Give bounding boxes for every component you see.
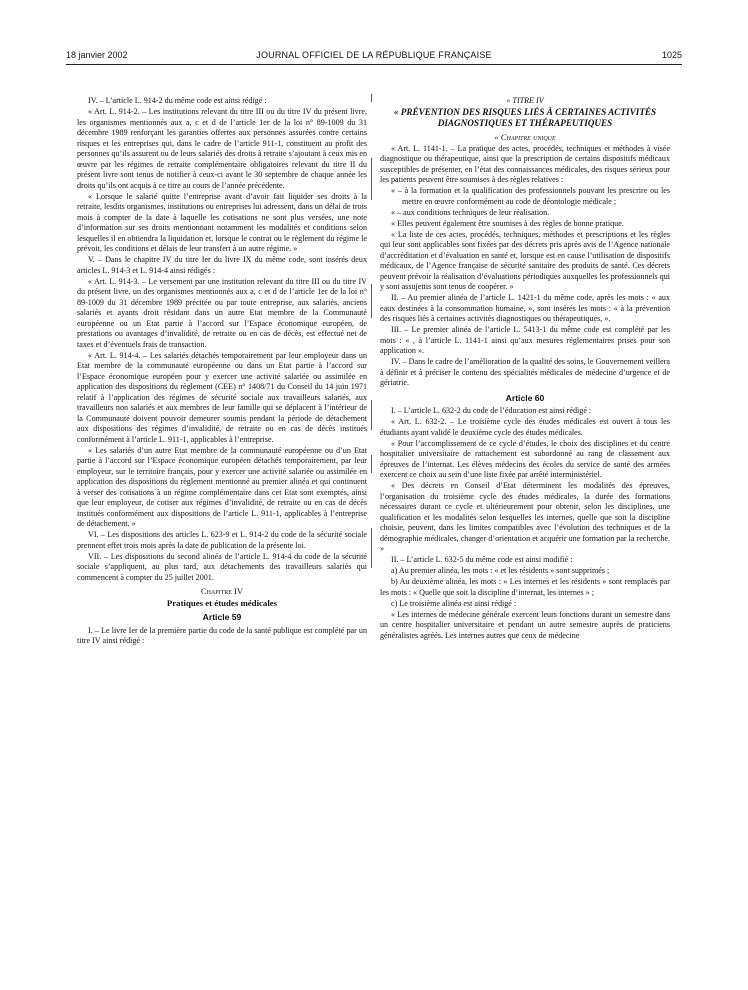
paragraph: II. – Au premier alinéa de l’article L. 1421-1 du même code, après les mots : « aux eaux destinées à la consommation humaine, », sont insérés les mots : « à la prévention des risques liés à certaines activités diagnostiques ou thérapeutiques, ». xyxy=(380,293,670,323)
paragraph: I. – Le livre Ier de la première partie du code de la santé publique est complété par un titre IV ainsi rédigé : xyxy=(77,625,367,645)
paragraph: VI. – Les dispositions des articles L. 623-9 et L. 914-2 du code de la sécurité sociale prennent effet trois mois après la date de publication de la présente loi. xyxy=(77,530,367,550)
list-item: « – à la formation et la qualification des professionnels pouvant les prescrire ou les mettre en œuvre conformément au code de déontologie médicale ; xyxy=(391,186,670,206)
margin-bar xyxy=(371,455,372,473)
paragraph: « Art. L. 914-3. – Le versement par une institution relevant du titre III ou du titre IV du présent livre, un des organismes mentionnés aux a, c et d de l’article 1er de la loi n° 89-1009 du 31 décembre 1989 précitée ou par toute entreprise, aux salariés, anciens salariés et ayants droit résidant dans un autre Etat membre de la Communauté européenne ou un Etat partie à l’accord sur l’Espace économique européen, de prestations ou avantages d’invalidité, de retraite ou en cas de décès, est effectué net de taxes et d’éventuels frais de transaction. xyxy=(77,276,367,349)
paragraph: « Art. L. 914-4. – Les salariés détachés temporairement par leur employeur dans un Etat membre de la communauté européenne ou dans un Etat partie à l’accord sur l’Espace économique européen pour y exercer une activité salariée ou assimilée en application des dispositions du règlement (CEE) n° 1408/71 du Conseil du 14 juin 1971 relatif à l’application des régimes de sécurité sociale aux travailleurs salariés, aux travailleurs non salariés et aux membres de leur famille qui se déplacent à l’intérieur de la Communauté doivent pouvoir demeurer soumis pendant la période de détachement aux dispositions des régimes d’invalidité, de retraite ou en cas de décès institués conformément à l’article L. 911-1, applicables à l’entreprise. xyxy=(77,350,367,444)
margin-bar xyxy=(371,94,372,102)
margin-bar xyxy=(371,158,372,200)
article-heading: Article 60 xyxy=(505,392,545,403)
header-date: 18 janvier 2002 xyxy=(66,50,128,60)
paragraph: « Art. L. 632-2. – Le troisième cycle des études médicales est ouvert à tous les étudiants ayant validé le deuxième cycle des études médicales. xyxy=(380,417,670,437)
chapter-title: Pratiques et études médicales xyxy=(166,597,278,608)
header-rule xyxy=(66,64,682,65)
header-journal-title: JOURNAL OFFICIEL DE LA RÉPUBLIQUE FRANÇAISE xyxy=(256,50,492,60)
header-page-number: 1025 xyxy=(661,50,682,60)
page-header xyxy=(66,47,682,63)
paragraph: « Les internes de médecine générale exercent leurs fonctions durant un semestre dans un centre hospitalier universitaire et pendant un autre semestre auprès de praticiens généralistes agréés. Les internes autres que ceux de médecine xyxy=(380,609,670,640)
paragraph: « Art. L. 1141-1. – La pratique des actes, procédés, techniques et méthodes à visée diagnostique ou thérapeutique, ainsi que la prescription de certains dispositifs médicaux susceptibles de présenter, en l’état des connaissances médicales, des risques sérieux pour les patients peuvent être soumises à des règles relatives : xyxy=(380,143,670,184)
titre-heading: « PRÉVENTION DES RISQUES LIÉS À CERTAINES ACTIVITÉS DIAGNOSTIQUES ET THÉRAPEUTIQUES xyxy=(393,107,657,128)
paragraph: « Des décrets en Conseil d’Etat déterminent les modalités des épreuves, l’organisation du troisième cycle des études médicales, la durée des formations nécessaires durant ce cycle et ultérieurement pour obtenir, selon les disciplines, une qualification et les modalités selon lesquelles les internes, quelle que soit la discipline choisie, peuvent, dans les limites compatibles avec l’évolution des techniques et de la démographie médicales, changer d’orientation et acquérir une formation par la recherche. » xyxy=(380,481,670,553)
paragraph: « Pour l’accomplissement de ce cycle d’études, le choix des disciplines et du centre hospitalier universitaire de rattachement est subordonné au rang de classement aux épreuves de l’internat. Les élèves médecins des écoles du service de santé des armées exercent ce choix au sein d’une liste fixée par arrêté interministériel. xyxy=(380,438,670,479)
paragraph: « La liste de ces actes, procédés, techniques, méthodes et prescriptions et les règles qui leur sont applicables sont fixées par des décrets pris après avis de l’Agence nationale d’accréditation et d’évaluation en santé et, lorsque est en cause l’utilisation de dispositifs médicaux, de l’Agence française de sécurité sanitaire des produits de santé. Ces décrets peuvent prévoir la réalisation d’évaluations périodiques auxquelles les professionnels qui y sont assujettis sont tenus de coopérer. » xyxy=(380,229,670,291)
paragraph: « Lorsque le salarié quitte l’entreprise avant d’avoir fait liquider ses droits à la retraite, lesdits organismes, institutions ou entreprises lui adressent, dans un délai de trois mois à compter de la date à laquelle les cotisations ne sont plus versées, une note d’information sur ses droits mentionnant notamment les modalités et conditions selon lesquelles il en obtiendra la liquidation et, lorsque le contrat ou le règlement du régime le prévoit, les conditions et délais de leur transfert à un autre régime. » xyxy=(77,191,367,253)
paragraph: b) Au deuxième alinéa, les mots : « Les internes et les résidents » sont remplacés par les mots : « Quelle que soit la discipline d’internat, les internes » ; xyxy=(380,577,670,597)
titre-label: « TITRE IV xyxy=(506,96,544,105)
paragraph: « Les salariés d’un autre Etat membre de la communauté européenne ou d’un Etat partie à l’accord sur l’Espace économique européen détachés temporairement, par leur employeur, sur le territoire français, pour y exercer une activité salariée ou assimilée en application des dispositions du règlement mentionné au premier alinéa et qui continuent à verser des cotisations à un régime complémentaire dans cet Etat sont exemptés, ainsi que leur employeur, de cotiser aux régimes d’invalidité, de retraite ou en cas de décès institués conformément aux dispositions de l’article L. 911-1, applicables à l’entreprise de détachement. » xyxy=(77,445,367,528)
chapitre-label: « Chapitre unique xyxy=(494,132,556,142)
margin-bar xyxy=(371,528,372,568)
margin-bar xyxy=(371,400,372,430)
margin-bar xyxy=(371,284,372,318)
paragraph: IV. – L’article L. 914-2 du même code est ainsi rédigé : xyxy=(88,96,267,105)
paragraph: « Art. L. 914-2. – Les institutions relevant du titre III ou du titre IV du présent livre, les organismes mentionnés aux a, c et d de l’article 1er de la loi n° 89-1009 du 31 décembre 1989 renforçant les garanties offertes aux personnes assurées contre certains risques et les entreprises qui, dans le cadre de l’article 911-1, constituent au profit des personnes qu’ils assurent ou de leurs salariés des droits à retraite s’ajoutant à ceux mis en œuvre par les régimes de retraite complémentaire obligatoires relevant du titre II du présent livre sont tenus de notifier à ceux-ci avant le 30 septembre de chaque année les droits qu’ils ont acquis à ce titre au cours de l’année précédente. xyxy=(77,107,367,190)
right-column xyxy=(380,96,670,642)
left-column xyxy=(77,96,367,647)
paragraph: I. – L’article L. 632-2 du code de l’éducation est ainsi rédigé : xyxy=(391,406,592,415)
chapter-label: Chapitre IV xyxy=(200,586,244,596)
paragraph: IV. – Dans le cadre de l’amélioration de la qualité des soins, le Gouvernement veillera à définir et à préciser le contenu des spécialités médicales de médecine d’urgence et de gériatrie. xyxy=(380,357,670,387)
paragraph: VII. – Les dispositions du second alinéa de l’article L. 914-4 du code de la sécurité sociale s’appliquent, au plus tard, aux détachements des travailleurs salariés qui commencent à compter du 25 juillet 2001. xyxy=(77,551,367,582)
paragraph: c) Le troisième alinéa est ainsi rédigé : xyxy=(391,598,517,608)
paragraph: III. – Le premier alinéa de l’article L. 5413-1 du même code est complété par les mots : « , à l’article L. 1141-1 ainsi qu’aux mesures réglementaires prises pour son application ». xyxy=(380,325,670,355)
article-heading: Article 59 xyxy=(202,612,242,622)
paragraph: « Elles peuvent également être soumises à des règles de bonne pratique. xyxy=(391,218,624,228)
paragraph: a) Au premier alinéa, les mots : « et les résidents » sont supprimés ; xyxy=(391,566,610,575)
paragraph: II. – L’article L. 632-5 du même code est ainsi modifié : xyxy=(391,555,573,564)
paragraph: V. – Dans le chapitre IV du titre Ier du livre IX du même code, sont insérés deux articles L. 914-3 et L. 914-4 ainsi rédigés : xyxy=(77,255,367,275)
list-item: « – aux conditions techniques de leur réalisation. xyxy=(391,207,550,217)
